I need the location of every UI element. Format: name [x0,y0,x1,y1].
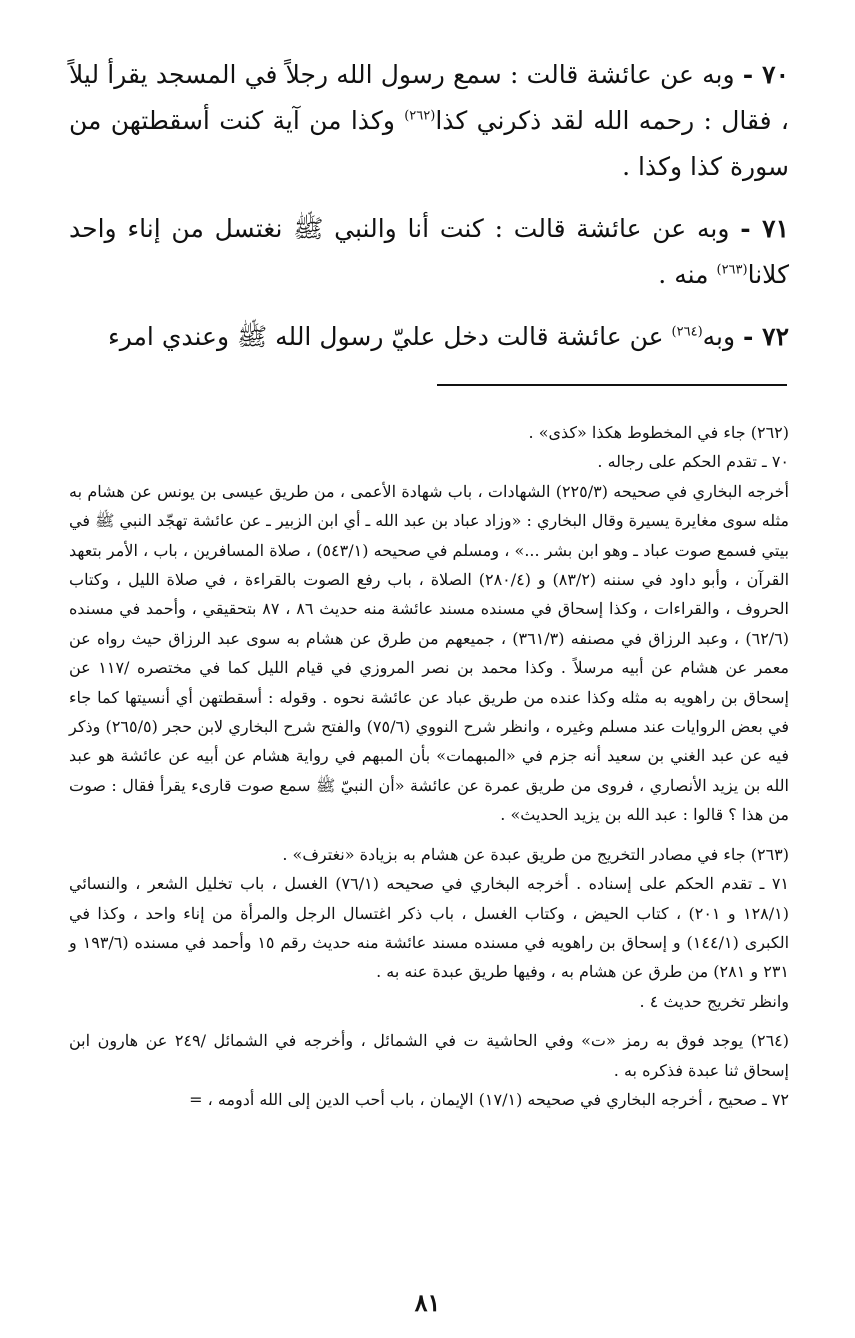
main-text-block [69,52,789,376]
footnote-line: ٧٠ ـ تقدم الحكم على رجاله . [597,452,789,472]
hadith-70 [69,52,789,190]
hadith-71 [69,206,789,298]
footnote-line: وانظر تخريج حديث ٤ . [639,991,789,1011]
footnote-263 [69,840,789,1016]
footnote-line: (٢٦٤) يوجد فوق به رمز «ت» وفي الحاشية ت في الشمائل ، وأخرجه في الشمائل /٢٤٩ عن هارون ابن إسحاق ثنا عبدة فذكره به . [69,1031,790,1080]
footnote-line: (٢٦٣) جاء في مصادر التخريج من طريق عبدة عن هشام به بزيادة «نغترف» . [282,844,789,864]
footnote-line: ٧١ ـ تقدم الحكم على إسناده . أخرجه البخاري في صحيحه (٧٦/١) الغسل ، باب تخليل الشعر ، والنسائي (١٢٨/١ و ٢٠١) ، كتاب الحيض ، وكتاب الغسل ، باب ذكر اغتسال الرجل والمرأة من إناء واحد ، وكذا في الكبرى (١٤٤/١) و إسحاق بن راهويه في مسنده مسند عائشة منه حديث رقم ١٥ وأحمد في مسنده (١٩٣/٦ و ٢٣١ و ٢٨١) من طرق عن هشام به ، وفيها طريق عبدة عنه به . [69,874,790,982]
footnote-262 [69,418,789,830]
hadith-number: ٧٠ - [742,60,789,89]
hadith-number: ٧١ - [740,214,789,243]
hadith-text: عن عائشة قالت دخل عليّ رسول الله ﷺ وعندي امرء [107,322,664,351]
page-number: ٨١ [414,1288,441,1317]
footnote-line: ٧٢ ـ صحيح ، أخرجه البخاري في صحيحه (١٧/١) الإيمان ، باب أحب الدين إلى الله أدومه ، = [189,1089,789,1109]
footnote-ref: (٢٦٣) [716,262,748,278]
footnote-264 [69,1026,789,1114]
footnote-separator [437,384,787,386]
hadith-text: وكذا من آية كنت أسقطتهن من سورة كذا وكذا . [69,106,789,181]
hadith-number: ٧٢ - [743,322,789,351]
footnote-ref: (٢٦٤) [671,324,703,340]
hadith-text: منه . [658,260,709,289]
hadith-text: وبه عن عائشة قالت : كنت أنا والنبي ﷺ نغتسل من إناء واحد كلانا [69,214,789,289]
footnotes-block [69,418,789,1124]
footnote-ref: (٢٦٢) [404,108,436,124]
footnote-line: (٢٦٢) جاء في المخطوط هكذا «كذى» . [528,423,789,442]
hadith-text: وبه عن عائشة قالت : سمع رسول الله رجلاً في المسجد يقرأ ليلاً ، فقال : رحمه الله لقد ذكرني كذا [69,60,789,135]
footnote-line: أخرجه البخاري في صحيحه (٢٢٥/٣) الشهادات ، باب شهادة الأعمى ، من طريق عيسى بن يونس عن هشام به مثله سوى مغايرة يسيرة وقال البخاري : «وزاد عباد بن عبد الله ـ أي ابن الزبير ـ عن عائشة تهجّد النبي ﷺ في بيتي فسمع صوت عباد ـ وهو ابن بشر ...» ، ومسلم في صحيحه (٥٤٣/١) ، صلاة المسافرين ، باب ، الأمر بتعهد القرآن ، وأبو داود في سننه (٨٣/٢) و (٢٨٠/٤) الصلاة ، باب رفع الصوت بالقراءة ، في صلاة الليل ، وكتاب الحروف ، والقراءات ، وكذا إسحاق في مسنده مسند عائشة منه حديث ٨٦ ، ٨٧ بتحقيقي ، وأحمد في مسنده (٦٢/٦) ، وعبد الرزاق في مصنفه (٣٦١/٣) ، جميعهم من طرق عن هشام به سوى عبد الرزاق حيث رواه عن معمر عن هشام عن أبيه مرسلاً . وكذا محمد بن نصر المروزي في قيام الليل كما في مختصره /١١٧ عن إسحاق بن راهويه به مثله وكذا عنده من طريق عباد عن عائشة نحوه . وقوله : أسقطتهن أي أنسيتها كما جاء في بعض الروايات عند مسلم وغيره ، وانظر شرح النووي (٧٥/٦) والفتح شرح البخاري لابن حجر (٢٦٥/٥) وذكر فيه عن عبد الغني بن سعيد أنه جزم في «المبهمات» بأن المبهم في رواية هشام عن أبيه عن عائشة هو عبد الله بن يزيد الأنصاري ، فروى من طريق عمرة عن عائشة «أن النبيّ ﷺ سمع صوت قارىء يقرأ فقال : صوت من هذا ؟ قالوا : عبد الله بن يزيد الحديث» . [69,481,790,825]
hadith-text: وبه [702,322,736,351]
hadith-72 [69,314,789,360]
